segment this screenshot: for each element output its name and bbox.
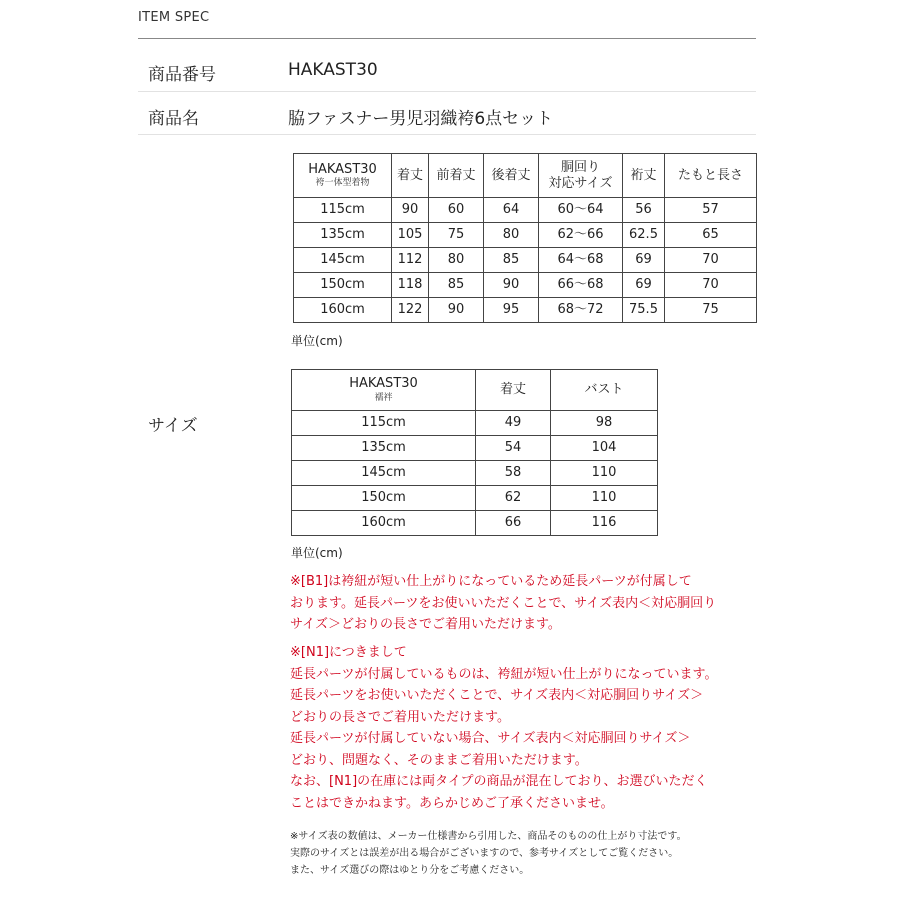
note-line: 延長パーツが付属しているものは、袴紐が短い仕上がりになっています。 (290, 666, 718, 682)
size-cell: 150cm (294, 273, 392, 298)
table-header-row (294, 154, 757, 198)
value-cell: 60 (429, 198, 484, 223)
value-cell: 69 (623, 248, 665, 273)
column-header: 前着丈 (429, 154, 484, 198)
value-cell: 69 (623, 273, 665, 298)
value-cell: 64 (484, 198, 539, 223)
value-cell: 70 (665, 273, 757, 298)
value-cell: 64〜68 (539, 248, 623, 273)
size-label: サイズ (148, 416, 198, 436)
product-code-label: 商品番号 (148, 65, 216, 85)
value-cell: 110 (551, 461, 658, 486)
value-cell: 90 (392, 198, 429, 223)
value-cell: 122 (392, 298, 429, 323)
table-header-row (292, 370, 658, 411)
note-line: なお、[N1]の在庫には両タイプの商品が混在しており、お選びいただく (290, 774, 708, 789)
column-header: 着丈 (476, 370, 551, 411)
b1-note (290, 571, 760, 636)
table-row (292, 461, 658, 486)
hakama-size-table (293, 153, 757, 323)
table-row (292, 511, 658, 536)
note-line: ※[B1]は袴紐が短い仕上がりになっているため延長パーツが付属して (290, 574, 692, 589)
value-cell: 62〜66 (539, 223, 623, 248)
row-divider (138, 91, 756, 92)
value-cell: 56 (623, 198, 665, 223)
value-cell: 104 (551, 436, 658, 461)
size-cell: 150cm (292, 486, 476, 511)
note-line: 延長パーツをお使いいただくことで、サイズ表内＜対応胴回りサイズ＞ (290, 688, 704, 703)
value-cell: 112 (392, 248, 429, 273)
size-cell: 135cm (292, 436, 476, 461)
size-cell: 115cm (292, 411, 476, 436)
row-divider (138, 134, 756, 135)
value-cell: 49 (476, 411, 551, 436)
unit-note: 単位(cm) (291, 546, 343, 560)
value-cell: 70 (665, 248, 757, 273)
table-title-cell (292, 370, 476, 411)
note-line: 延長パーツが付属していない場合、サイズ表内＜対応胴回りサイズ＞ (290, 731, 691, 746)
disclaimer-line: また、サイズ選びの際はゆとり分をご考慮ください。 (290, 865, 530, 876)
value-cell: 60〜64 (539, 198, 623, 223)
column-header: 裄丈 (623, 154, 665, 198)
product-code-value: HAKAST30 (288, 60, 378, 80)
note-line: ことはできかねます。あらかじめご了承くださいませ。 (290, 795, 614, 811)
table-row (292, 411, 658, 436)
value-cell: 57 (665, 198, 757, 223)
value-cell: 116 (551, 511, 658, 536)
disclaimer-line: 実際のサイズとは誤差が出る場合がございますので、参考サイズとしてご覧ください。 (290, 848, 679, 859)
size-cell: 145cm (292, 461, 476, 486)
value-cell: 118 (392, 273, 429, 298)
unit-note: 単位(cm) (291, 334, 343, 348)
table-row (294, 273, 757, 298)
size-cell: 135cm (294, 223, 392, 248)
column-header: 着丈 (392, 154, 429, 198)
table-row (294, 298, 757, 323)
column-header: たもと長さ (665, 154, 757, 198)
table-title: HAKAST30 (308, 161, 377, 177)
note-line: サイズ＞どおりの長さでご着用いただけます。 (290, 617, 561, 632)
value-cell: 75.5 (623, 298, 665, 323)
note-line: ※[N1]につきまして (290, 645, 407, 660)
note-line: どおりの長さでご着用いただけます。 (290, 709, 510, 725)
note-line: どおり、問題なく、そのままご着用いただけます。 (290, 752, 588, 768)
size-cell: 160cm (294, 298, 392, 323)
size-cell: 145cm (294, 248, 392, 273)
value-cell: 62 (476, 486, 551, 511)
note-line: おります。延長パーツをお使いいただくことで、サイズ表内＜対応胴回り (290, 595, 717, 611)
value-cell: 95 (484, 298, 539, 323)
value-cell: 90 (429, 298, 484, 323)
value-cell: 58 (476, 461, 551, 486)
value-cell: 85 (484, 248, 539, 273)
value-cell: 66〜68 (539, 273, 623, 298)
value-cell: 85 (429, 273, 484, 298)
n1-note (290, 642, 760, 814)
value-cell: 54 (476, 436, 551, 461)
section-heading: ITEM SPEC (138, 10, 210, 25)
value-cell: 98 (551, 411, 658, 436)
value-cell: 65 (665, 223, 757, 248)
column-header: バスト (551, 370, 658, 411)
value-cell: 66 (476, 511, 551, 536)
value-cell: 110 (551, 486, 658, 511)
value-cell: 75 (429, 223, 484, 248)
column-header: 後着丈 (484, 154, 539, 198)
value-cell: 90 (484, 273, 539, 298)
product-name-label: 商品名 (148, 109, 199, 129)
value-cell: 105 (392, 223, 429, 248)
table-subtitle: 袴一体型着物 (315, 178, 370, 189)
value-cell: 80 (429, 248, 484, 273)
table-row (292, 486, 658, 511)
disclaimer (290, 828, 760, 879)
column-header: 胴回り 対応サイズ (539, 154, 623, 198)
heading-divider (138, 38, 756, 39)
disclaimer-line: ※サイズ表の数値は、メーカー仕様書から引用した、商品そのものの仕上がり寸法です。 (290, 831, 687, 842)
value-cell: 80 (484, 223, 539, 248)
table-row (292, 436, 658, 461)
table-row (294, 248, 757, 273)
value-cell: 62.5 (623, 223, 665, 248)
table-title: HAKAST30 (349, 376, 418, 392)
size-cell: 115cm (294, 198, 392, 223)
table-title-cell (294, 154, 392, 198)
product-name-value: 脇ファスナー男児羽織袴6点セット (288, 109, 554, 129)
table-subtitle: 襦袢 (374, 392, 393, 403)
value-cell: 75 (665, 298, 757, 323)
table-row (294, 223, 757, 248)
value-cell: 68〜72 (539, 298, 623, 323)
table-row (294, 198, 757, 223)
size-cell: 160cm (292, 511, 476, 536)
juban-size-table (291, 369, 658, 536)
